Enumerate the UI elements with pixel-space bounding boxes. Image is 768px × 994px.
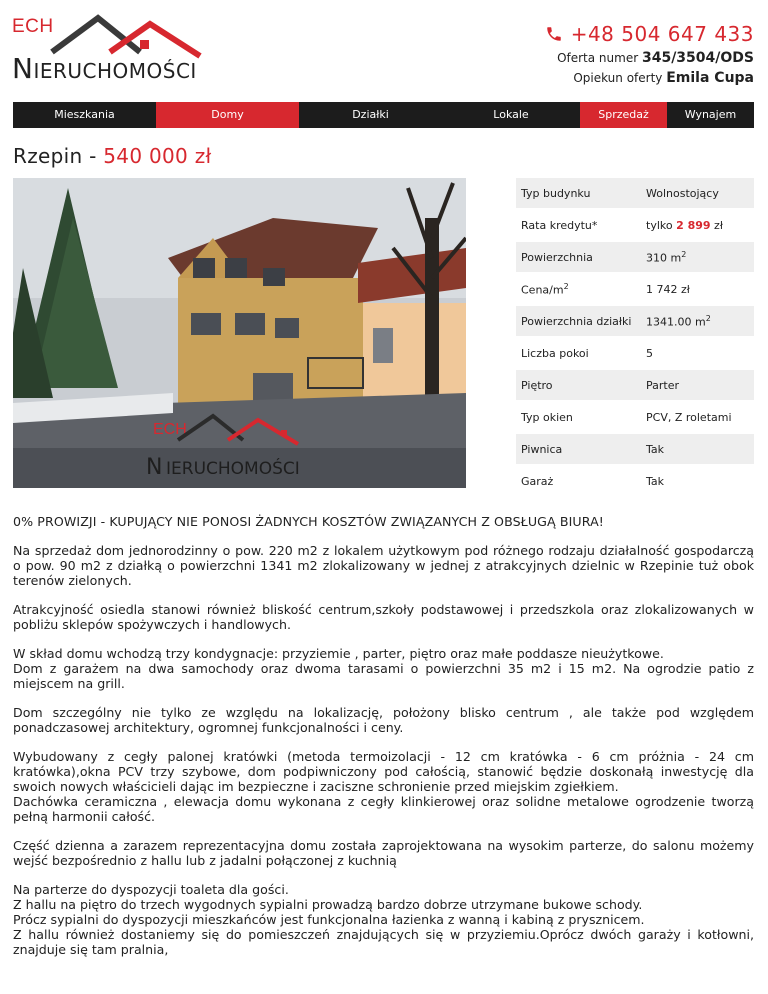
logo-brand — [12, 52, 197, 85]
loan-suffix: zł — [710, 218, 723, 232]
description-paragraph — [13, 749, 754, 824]
description-paragraph: Część dzienna a zarazem reprezentacyjna domu została zaprojektowana na wysokim parterze, do salonu możemy wejść bezpośrednio z hallu lub z jadalni połączonej z kuchnią — [13, 838, 754, 868]
logo-brand-initial: N — [12, 52, 34, 85]
contact-box — [545, 22, 754, 86]
spec-label: Liczba pokoi — [521, 346, 589, 360]
spec-value: PCV, Z roletami — [646, 410, 732, 424]
nav-item-dzialki[interactable]: Działki — [352, 108, 389, 121]
description-paragraph: Dom szczególny nie tylko ze względu na lokalizację, położony blisko centrum , ale także pod względem ponadczasowej architektury, ogromnej funkcjonalności i ceny. — [13, 705, 754, 735]
spec-label: Powierzchnia — [521, 250, 593, 264]
description-line: Wybudowany z cegły palonej kratówki (metoda termoizolacji - 12 cm kratówka - 6 cm próżnia - 24 cm kratówka),okna PCV trzy szybowe, dom podpiwniczony pod całością, stanowić będzie doskonałą inwestycję dla swoich nowych właścicieli dając im bezpieczne i zaciszne schronienie przed miejskim zgiełkiem. — [13, 749, 754, 794]
spec-value: Parter — [646, 378, 680, 392]
watermark-brand-rest: IERUCHOMOŚCI — [166, 459, 300, 479]
loan-prefix: tylko — [646, 218, 677, 232]
spec-row-basement — [516, 434, 754, 464]
agent-name: Emila Cupa — [666, 70, 754, 86]
offer-number: 345/3504/ODS — [641, 50, 754, 66]
nav-item-sprzedaz[interactable]: Sprzedaż — [580, 102, 667, 128]
spec-value: Tak — [646, 442, 665, 456]
plot-area-value: 1341.00 m — [646, 315, 706, 329]
plot-area-unit-sup: 2 — [705, 313, 711, 323]
spec-label: Piwnica — [521, 442, 563, 456]
description-paragraph: Na sprzedaż dom jednorodzinny o pow. 220 m2 z lokalem użytkowym pod różnego rodzaju działalność gospodarczą o pow. 90 m2 z działką o powierzchni 1341 m2 zlokalizowany w jednej z atrakcyjnych dzielnic w Rzepinie tuż obok terenów zielonych. — [13, 543, 754, 588]
spec-label: Rata kredytu* — [521, 218, 598, 232]
offer-number-label: Oferta numer — [557, 51, 639, 65]
description-paragraph: Atrakcyjność osiedla stanowi również bliskość centrum,szkoły podstawowej i przedszkola oraz zlokalizowanych w pobliżu sklepów spożywczych i handlowych. — [13, 602, 754, 632]
phone-number: +48 504 647 433 — [570, 22, 754, 46]
main-nav — [13, 102, 754, 128]
description-paragraph — [13, 882, 754, 957]
agent-label: Opiekun oferty — [573, 71, 663, 85]
spec-row-rooms — [516, 338, 754, 368]
spec-row-plot-area — [516, 306, 754, 336]
spec-row-windows — [516, 402, 754, 432]
listing-title — [13, 144, 212, 168]
spec-label: Typ okien — [521, 410, 573, 424]
spec-row-garage — [516, 466, 754, 496]
spec-row-building-type — [516, 178, 754, 208]
watermark-brand-initial: N — [146, 455, 163, 480]
spec-value — [646, 314, 754, 329]
description-paragraph: 0% PROWIZJI - KUPUJĄCY NIE PONOSI ŻADNYCH KOSZTÓW ZWIĄZANYCH Z OBSŁUGĄ BIURA! — [13, 514, 604, 529]
spec-label: Typ budynku — [521, 186, 591, 200]
house-photo-illustration — [13, 178, 466, 488]
description-paragraph — [13, 646, 754, 691]
spec-row-floor — [516, 370, 754, 400]
logo-brand-rest: IERUCHOMOŚCI — [33, 59, 197, 83]
spec-value: Wolnostojący — [646, 186, 719, 200]
logo-ech-text: ECH — [12, 16, 54, 37]
site-header — [0, 0, 768, 100]
description-line: Z hallu również dostaniemy się do pomieszczeń znajdujących się w przyziemiu.Oprócz dwóch garaży i kotłowni, znajduje się tam pralnia, — [13, 927, 754, 957]
loan-amount: 2 899 — [676, 218, 711, 232]
spec-row-area — [516, 242, 754, 272]
listing-description — [13, 514, 754, 971]
description-line: Na parterze do dyspozycji toaleta dla gości. — [13, 882, 289, 897]
listing-city: Rzepin — [13, 144, 83, 168]
price-per-m2-label: Cena/m — [521, 283, 564, 297]
spec-value: 5 — [646, 346, 653, 360]
nav-item-domy[interactable]: Domy — [156, 102, 299, 128]
spec-value: 1 742 zł — [646, 282, 690, 296]
description-line: Z hallu na piętro do trzech wygodnych sypialni prowadzą bardzo dobrze utrzymane bukowe schody. — [13, 897, 643, 912]
price-per-m2-sup: 2 — [563, 281, 569, 291]
description-line: Prócz sypialni do dyspozycji mieszkańców jest funkcjonalna łazienka z wanną i kabiną z prysznicem. — [13, 912, 645, 927]
area-value: 310 m — [646, 251, 682, 265]
spec-value — [646, 219, 754, 232]
spec-value — [646, 250, 754, 265]
spec-table — [516, 178, 754, 498]
agent-line — [545, 70, 754, 86]
offer-number-line — [545, 50, 754, 66]
spec-label — [516, 282, 646, 297]
spec-value: Tak — [646, 474, 665, 488]
spec-row-price-per-m2 — [516, 274, 754, 304]
listing-price: 540 000 zł — [103, 144, 212, 168]
phone-icon — [545, 25, 563, 43]
description-line: Dom z garażem na dwa samochody oraz dwoma tarasami o powierzchni 35 m2 i 15 m2. Na ogrodzie patio z miejscem na grill. — [13, 661, 754, 691]
site-logo[interactable] — [10, 8, 210, 88]
description-line: W skład domu wchodzą trzy kondygnacje: przyziemie , parter, piętro oraz małe poddasze nieużytkowe. — [13, 646, 664, 661]
nav-item-wynajem[interactable]: Wynajem — [684, 108, 737, 121]
spec-row-loan-rate — [516, 210, 754, 240]
nav-item-lokale[interactable]: Lokale — [493, 108, 529, 121]
phone-link[interactable] — [545, 22, 754, 46]
area-unit-sup: 2 — [681, 249, 687, 259]
spec-label: Garaż — [521, 474, 554, 488]
spec-label: Powierzchnia działki — [521, 314, 632, 328]
spec-label: Piętro — [521, 378, 553, 392]
nav-item-mieszkania[interactable]: Mieszkania — [54, 108, 115, 121]
title-separator: - — [82, 144, 104, 168]
watermark-ech: ECH — [153, 421, 187, 438]
property-photo[interactable] — [13, 178, 466, 488]
description-line: Dachówka ceramiczna , elewacja domu wykonana z cegły klinkierowej oraz solidne metalowe ogrodzenie tworzą pełną harmonii całość. — [13, 794, 754, 824]
